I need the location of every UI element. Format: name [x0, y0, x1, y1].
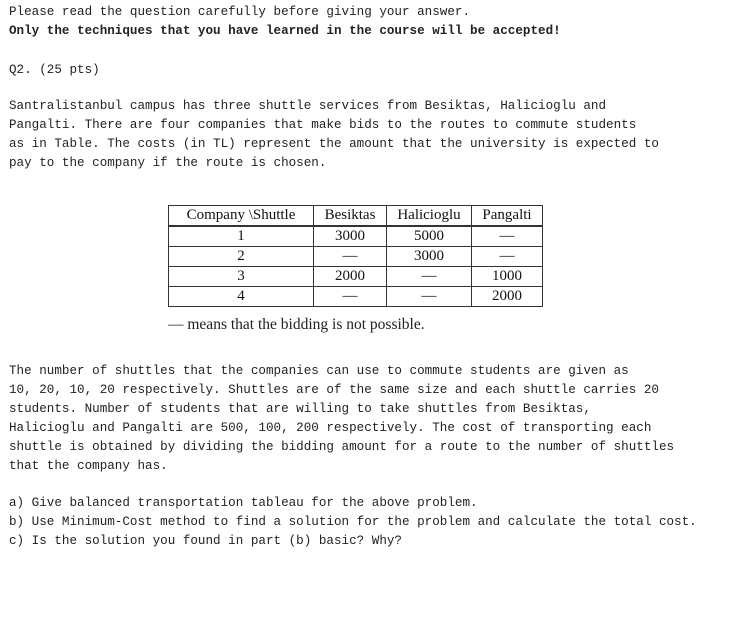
intro-line: pay to the company if the route is chosen.	[9, 156, 327, 170]
table-cell: —	[472, 247, 543, 267]
table-row	[169, 226, 543, 247]
details-line: The number of shuttles that the companies can use to commute students are given as	[9, 364, 629, 378]
table-cell: 2000	[472, 287, 543, 307]
table-cell: 2	[169, 247, 314, 267]
header-cell: Company \Shuttle	[169, 206, 314, 227]
intro-line: as in Table. The costs (in TL) represent the amount that the university is expected to	[9, 137, 659, 151]
table-cell: —	[387, 287, 472, 307]
table-cell: 2000	[314, 267, 387, 287]
instruction-line: Please read the question carefully before giving your answer.	[9, 5, 471, 19]
table-cell: 3000	[387, 247, 472, 267]
table-cell: 5000	[387, 226, 472, 247]
question-number: Q2. (25 pts)	[9, 63, 100, 77]
table-cell: —	[472, 226, 543, 247]
table-cell: 4	[169, 287, 314, 307]
part-a: a) Give balanced transportation tableau for the above problem.	[9, 496, 478, 510]
header-cell: Halicioglu	[387, 206, 472, 227]
table-note: — means that the bidding is not possible.	[168, 316, 425, 333]
table-cell: 3	[169, 267, 314, 287]
table-cell: 1000	[472, 267, 543, 287]
header-cell: Besiktas	[314, 206, 387, 227]
details-line: shuttle is obtained by dividing the bidding amount for a route to the number of shuttles	[9, 440, 675, 454]
table-row	[169, 267, 543, 287]
table-cell: 3000	[314, 226, 387, 247]
part-b: b) Use Minimum-Cost method to find a solution for the problem and calculate the total cost.	[9, 515, 697, 529]
table-row	[169, 287, 543, 307]
details-line: 10, 20, 10, 20 respectively. Shuttles are of the same size and each shuttle carries 20	[9, 383, 659, 397]
cost-table	[168, 205, 543, 307]
table-cell: —	[314, 287, 387, 307]
table-cell: 1	[169, 226, 314, 247]
intro-line: Santralistanbul campus has three shuttle services from Besiktas, Halicioglu and	[9, 99, 607, 113]
table-cell: —	[387, 267, 472, 287]
instruction-line-bold: Only the techniques that you have learned in the course will be accepted!	[9, 24, 561, 38]
table-cell: —	[314, 247, 387, 267]
intro-line: Pangalti. There are four companies that make bids to the routes to commute students	[9, 118, 637, 132]
details-line: students. Number of students that are willing to take shuttles from Besiktas,	[9, 402, 591, 416]
details-line: Halicioglu and Pangalti are 500, 100, 200 respectively. The cost of transporting each	[9, 421, 652, 435]
part-c: c) Is the solution you found in part (b) basic? Why?	[9, 534, 402, 548]
details-line: that the company has.	[9, 459, 168, 473]
header-cell: Pangalti	[472, 206, 543, 227]
table-row	[169, 247, 543, 267]
table-header-row	[169, 206, 543, 227]
